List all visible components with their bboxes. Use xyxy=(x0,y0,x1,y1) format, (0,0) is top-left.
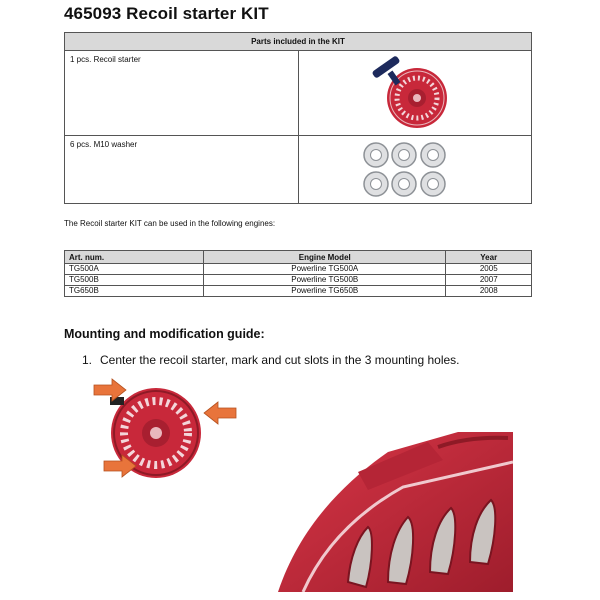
engine-model-cell: Powerline TG650B xyxy=(204,286,446,297)
year-cell: 2008 xyxy=(446,286,532,297)
column-header: Art. num. xyxy=(65,251,204,264)
column-header: Engine Model xyxy=(204,251,446,264)
recoil-starter-image xyxy=(299,51,533,136)
engine-table-header-row xyxy=(65,251,532,264)
parts-row-text: 6 pcs. M10 washer xyxy=(65,136,299,204)
parts-row xyxy=(65,136,531,204)
guide-step xyxy=(82,353,460,367)
guide-heading: Mounting and modification guide: xyxy=(64,327,265,341)
engine-table xyxy=(64,250,532,297)
parts-row-text: 1 pcs. Recoil starter xyxy=(65,51,299,135)
step-number: 1. xyxy=(82,353,93,367)
column-header: Year xyxy=(446,251,532,264)
year-cell: 2005 xyxy=(446,264,532,275)
art-num-cell: TG650B xyxy=(65,286,204,297)
intro-text: The Recoil starter KIT can be used in the following engines: xyxy=(64,219,276,228)
table-row xyxy=(65,264,532,275)
parts-table-header: Parts included in the KIT xyxy=(65,33,531,51)
starter-closeup-photo xyxy=(258,432,513,592)
washers-image xyxy=(299,136,533,204)
parts-row xyxy=(65,51,531,136)
art-num-cell: TG500B xyxy=(65,275,204,286)
year-cell: 2007 xyxy=(446,275,532,286)
engine-model-cell: Powerline TG500A xyxy=(204,264,446,275)
engine-model-cell: Powerline TG500B xyxy=(204,275,446,286)
parts-table xyxy=(64,32,532,204)
art-num-cell: TG500A xyxy=(65,264,204,275)
table-row xyxy=(65,275,532,286)
step-text: Center the recoil starter, mark and cut slots in the 3 mounting holes. xyxy=(100,353,460,367)
washers-image-cell xyxy=(299,136,531,204)
document-title: 465093 Recoil starter KIT xyxy=(64,4,269,23)
table-row xyxy=(65,286,532,297)
recoil-starter-image-cell xyxy=(299,51,531,135)
mounting-photo xyxy=(90,375,250,485)
